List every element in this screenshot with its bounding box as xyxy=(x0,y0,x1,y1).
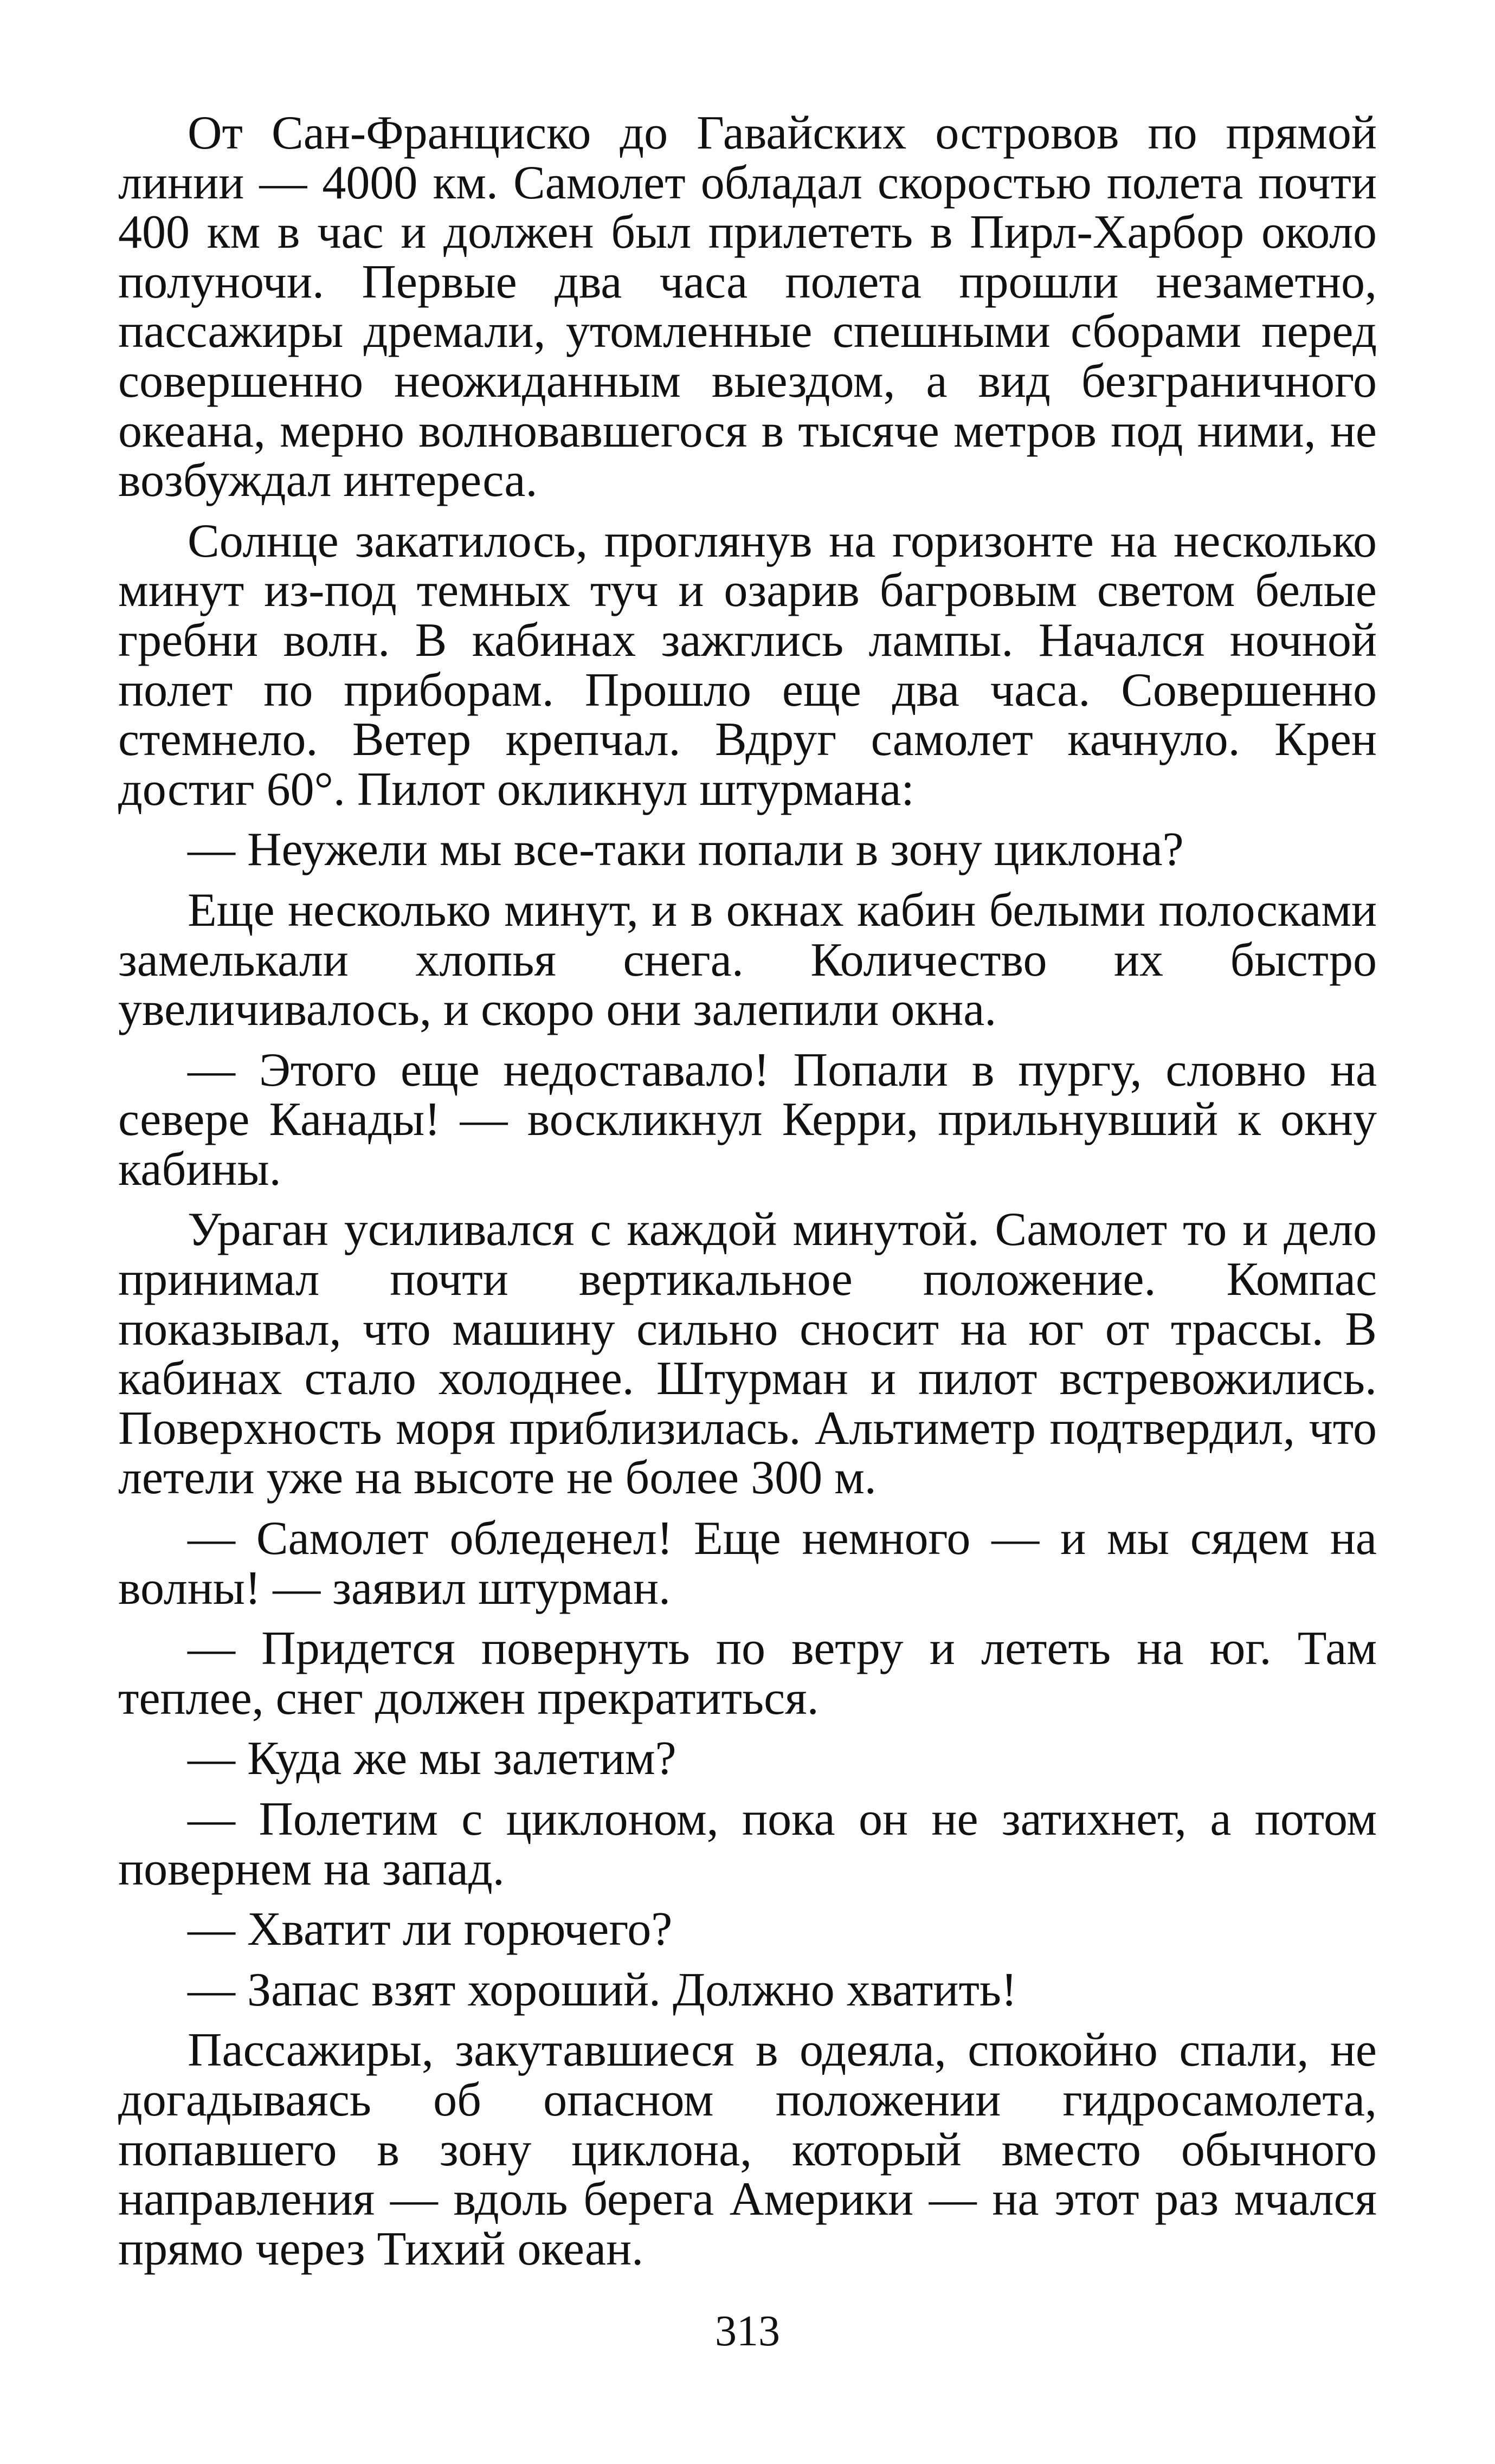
dialogue-cyclone-question: — Неужели мы все-таки попали в зону циклона? xyxy=(188,823,1184,876)
paragraph-passengers: Пассажиры, закутавшиеся в одеяла, спокойно спали, не догадываясь об опасном положении гидросамолета, попавшего в зону циклона, который вместо обычного направления — вдоль берега Америки — на этот раз мчался прямо через Тихий океан. xyxy=(118,2024,1377,2275)
dialogue-kerry: — Этого еще недоставало! Попали в пургу, словно на севере Канады! — воскликнул Керри, прильнувший к окну кабины. xyxy=(118,1043,1377,1196)
page-body xyxy=(118,108,1377,2274)
dialogue-follow-cyclone: — Полетим с циклоном, пока он не затихнет, а потом повернем на запад. xyxy=(118,1793,1377,1895)
dialogue-fuel-answer: — Запас взят хороший. Должно хватить! xyxy=(188,1963,1017,2016)
paragraph-snow: Еще несколько минут, и в окнах кабин белыми полосками замелькали хлопья снега. Количество их быстро увеличивалось, и скоро они залепили окна. xyxy=(118,883,1377,1036)
dialogue-fuel-question: — Хватит ли горючего? xyxy=(188,1903,673,1956)
paragraph-flight-start: От Сан-Франциско до Гавайских островов по прямой линии — 4000 км. Самолет обладал скоростью полета почти 400 км в час и должен был прилететь в Пирл-Харбор около полуночи. Первые два часа полета прошли незаметно, пассажиры дремали, утомленные спешными сборами перед совершенно неожиданным выездом, а вид безграничного океана, мерно волновавшегося в тысяче метров под ними, не возбуждал интереса. xyxy=(118,107,1377,507)
dialogue-turn-south: — Придется повернуть по ветру и лететь на юг. Там теплее, снег должен прекратиться. xyxy=(118,1622,1377,1725)
dialogue-icing: — Самолет обледенел! Еще немного — и мы сядем на волны! — заявил штурман. xyxy=(118,1512,1377,1615)
dialogue-where: — Куда же мы залетим? xyxy=(188,1732,676,1785)
paragraph-sunset: Солнце закатилось, проглянув на горизонте на несколько минут из-под темных туч и озарив багровым светом белые гребни волн. В кабинах зажглись лампы. Начался ночной полет по приборам. Прошло еще два часа. Совершенно стемнело. Ветер крепчал. Вдруг самолет качнуло. Крен достиг 60°. Пилот окликнул штурмана: xyxy=(118,514,1377,816)
paragraph-hurricane: Ураган усиливался с каждой минутой. Самолет то и дело принимал почти вертикальное положение. Компас показывал, что машину сильно сносит на юг от трассы. В кабинах стало холоднее. Штурман и пилот встревожились. Поверхность моря приблизилась. Альтиметр подтвердил, что летели уже на высоте не более 300 м. xyxy=(118,1203,1377,1505)
page-number: 313 xyxy=(715,2307,780,2355)
